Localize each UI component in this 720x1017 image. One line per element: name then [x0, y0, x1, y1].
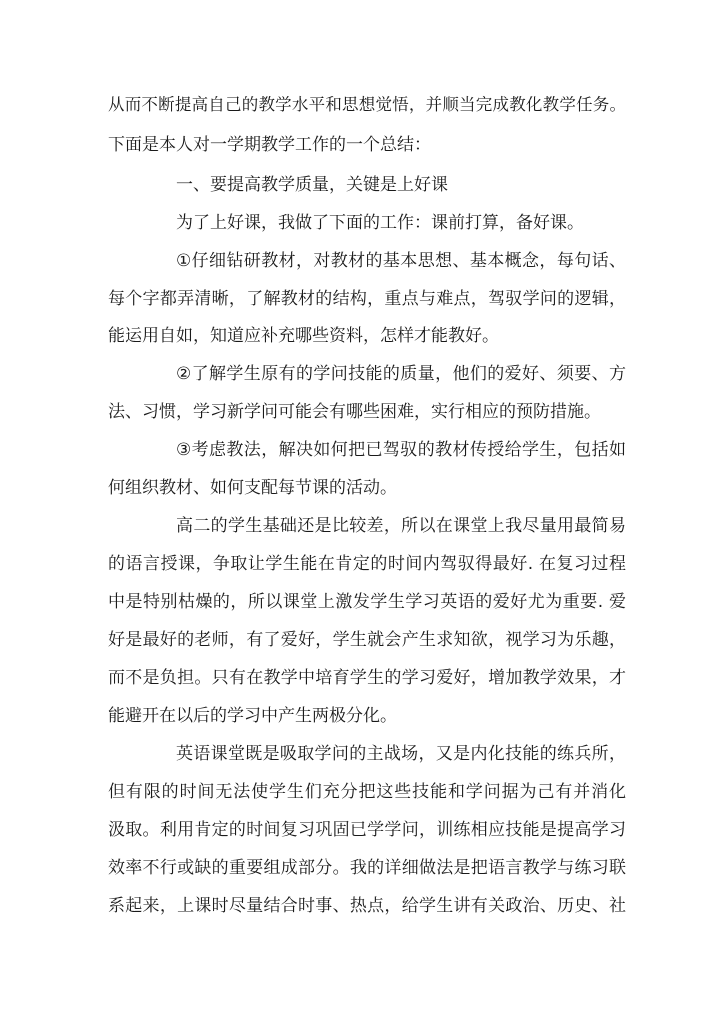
text-line: 但有限的时间无法使学生们充分把这些技能和学问据为己有并消化	[108, 782, 626, 802]
text-line: 汲取。利用肯定的时间复习巩固已学学问，训练相应技能是提高学习	[108, 820, 626, 840]
text-line: 中是特别枯燥的，所以课堂上激发学生学习英语的爱好尤为重要. 爱	[108, 592, 626, 612]
text-line: 系起来，上课时尽量结合时事、热点，给学生讲有关政治、历史、社	[108, 896, 626, 916]
text-line: ②了解学生原有的学问技能的质量，他们的爱好、须要、方	[176, 364, 626, 384]
text-line: 好是最好的老师，有了爱好，学生就会产生求知欲，视学习为乐趣，	[108, 630, 626, 650]
text-line: ③考虑教法，解决如何把已驾驭的教材传授给学生，包括如	[176, 440, 626, 460]
text-line: 为了上好课，我做了下面的工作：课前打算，备好课。	[176, 213, 584, 233]
text-line: 下面是本人对一学期教学工作的一个总结：	[108, 135, 431, 155]
text-line: 的语言授课，争取让学生能在肯定的时间内驾驭得最好. 在复习过程	[108, 554, 626, 574]
text-line: 高二的学生基础还是比较差，所以在课堂上我尽量用最简易	[176, 516, 626, 536]
text-line: 从而不断提高自己的教学水平和思想觉悟，并顺当完成教化教学任务。	[108, 95, 626, 114]
text-line: 每个字都弄清晰，了解教材的结构，重点与难点，驾驭学问的逻辑，	[108, 289, 626, 309]
text-line: 能避开在以后的学习中产生两极分化。	[108, 706, 397, 726]
text-line: 效率不行或缺的重要组成部分。我的详细做法是把语言教学与练习联	[108, 858, 626, 878]
text-line: 而不是负担。只有在教学中培育学生的学习爱好，增加教学效果，才	[108, 668, 626, 688]
text-line: 能运用自如，知道应补充哪些资料，怎样才能教好。	[108, 326, 499, 346]
text-line: 何组织教材、如何支配每节课的活动。	[108, 478, 397, 498]
text-line: 英语课堂既是吸取学问的主战场，又是内化技能的练兵所，	[176, 744, 626, 764]
section-heading: 一、要提高教学质量，关键是上好课	[176, 175, 448, 195]
text-line: ①仔细钻研教材，对教材的基本思想、基本概念，每句话、	[176, 251, 626, 271]
text-line: 法、习惯，学习新学问可能会有哪些困难，实行相应的预防措施。	[108, 402, 601, 422]
